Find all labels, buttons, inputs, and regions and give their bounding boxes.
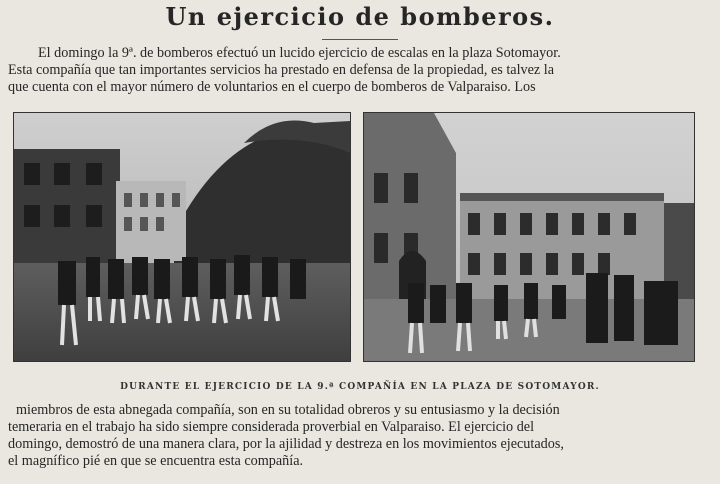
photo-drill-left [13, 112, 351, 362]
photo-caption: DURANTE EL EJERCICIO DE LA 9.ª COMPAÑÍA EN LA PLAZA DE SOTOMAYOR. [120, 382, 600, 392]
paragraph-line: temeraria en el trabajo ha sido siempre considerada proverbial en Valparaiso. El ejercicio del [8, 419, 535, 435]
photo-drill-left-image [14, 113, 350, 361]
article-title: Un ejercicio de bomberos. [165, 2, 555, 31]
paragraph-line: miembros de esta abnegada compañía, son en su totalidad obreros y su entusiasmo y la decisión [16, 402, 560, 418]
paragraph-top [8, 45, 696, 96]
title-rule [322, 39, 398, 40]
paragraph-line: el magnífico pié en que se encuentra esta compañía. [8, 453, 304, 469]
paragraph-line: El domingo la 9ª. de bomberos efectuó un lucido ejercicio de escalas en la plaza Sotomayor. [38, 45, 561, 61]
photo-drill-right-image [364, 113, 694, 361]
paragraph-line: Esta compañía que tan importantes servicios ha prestado en defensa de la propiedad, es talvez la [8, 62, 555, 78]
paragraph-bottom [8, 402, 696, 470]
paragraph-line: domingo, demostró de una manera clara, por la ajilidad y destreza en los movimientos ejecutados, [8, 436, 564, 452]
photo-drill-right [363, 112, 695, 362]
paragraph-line: que cuenta con el mayor número de voluntarios en el cuerpo de bomberos de Valparaiso. Los [8, 79, 536, 95]
